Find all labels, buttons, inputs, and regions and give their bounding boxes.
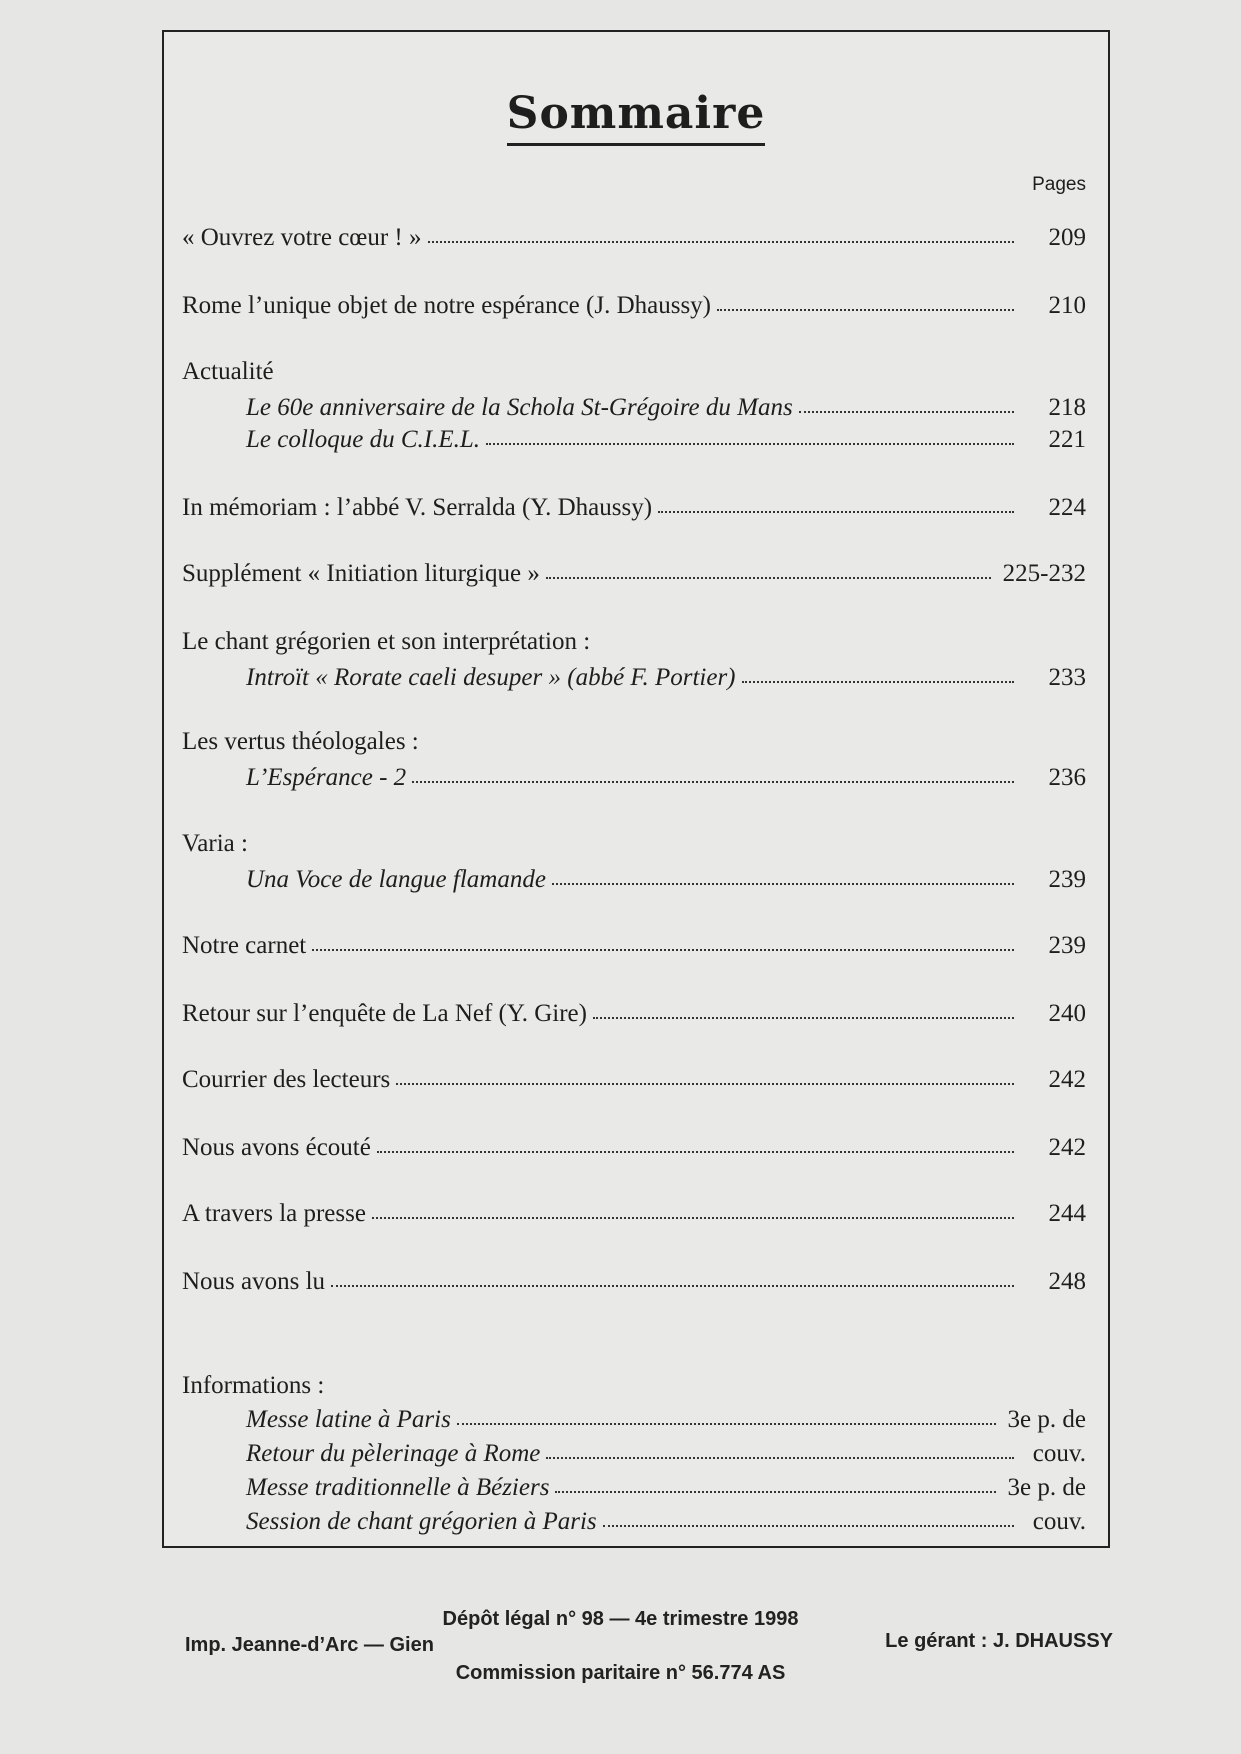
toc-entry: Notre carnet 239 — [182, 932, 1086, 959]
page-title: Sommaire — [164, 88, 1108, 139]
toc-entry: Messe latine à Paris 3e p. de — [246, 1406, 1086, 1433]
toc-entry: L’Espérance - 2 236 — [246, 764, 1086, 791]
table-of-contents-box — [162, 30, 1110, 1548]
toc-section-heading: Le chant grégorien et son interprétation : — [182, 628, 591, 655]
toc-entry: Nous avons écouté 242 — [182, 1134, 1086, 1161]
toc-section-heading: Varia : — [182, 830, 248, 857]
toc-entry: In mémoriam : l’abbé V. Serralda (Y. Dhaussy) 224 — [182, 494, 1086, 521]
pages-column-label: Pages — [1032, 174, 1086, 195]
toc-entry: Session de chant grégorien à Paris couv. — [246, 1508, 1086, 1535]
printer: Imp. Jeanne-d’Arc — Gien — [185, 1634, 434, 1656]
toc-entry: « Ouvrez votre cœur ! » 209 — [182, 224, 1086, 251]
toc-section-heading: Informations : — [182, 1372, 325, 1399]
toc-entry: Introït « Rorate caeli desuper » (abbé F. Portier) 233 — [246, 664, 1086, 691]
toc-entry: Nous avons lu 248 — [182, 1268, 1086, 1295]
depot-legal: Dépôt légal n° 98 — 4e trimestre 1998 — [442, 1608, 799, 1630]
toc-entry: Le colloque du C.I.E.L. 221 — [246, 426, 1086, 453]
publisher-manager: Le gérant : J. DHAUSSY — [885, 1630, 1113, 1652]
toc-section-heading: Actualité — [182, 358, 274, 385]
commission-paritaire: Commission paritaire n° 56.774 AS — [455, 1662, 786, 1684]
toc-entry: Rome l’unique objet de notre espérance (J. Dhaussy) 210 — [182, 292, 1086, 319]
toc-entry: Le 60e anniversaire de la Schola St-Grégoire du Mans 218 — [246, 394, 1086, 421]
toc-section-heading: Les vertus théologales : — [182, 728, 419, 755]
toc-entry: Retour du pèlerinage à Rome couv. — [246, 1440, 1086, 1467]
toc-entry: Una Voce de langue flamande 239 — [246, 866, 1086, 893]
toc-entry: Retour sur l’enquête de La Nef (Y. Gire) 240 — [182, 1000, 1086, 1027]
toc-entry: A travers la presse 244 — [182, 1200, 1086, 1227]
toc-entry: Messe traditionnelle à Béziers 3e p. de — [246, 1474, 1086, 1501]
toc-entry: Supplément « Initiation liturgique » 225-232 — [182, 560, 1086, 587]
toc-entry: Courrier des lecteurs 242 — [182, 1066, 1086, 1093]
